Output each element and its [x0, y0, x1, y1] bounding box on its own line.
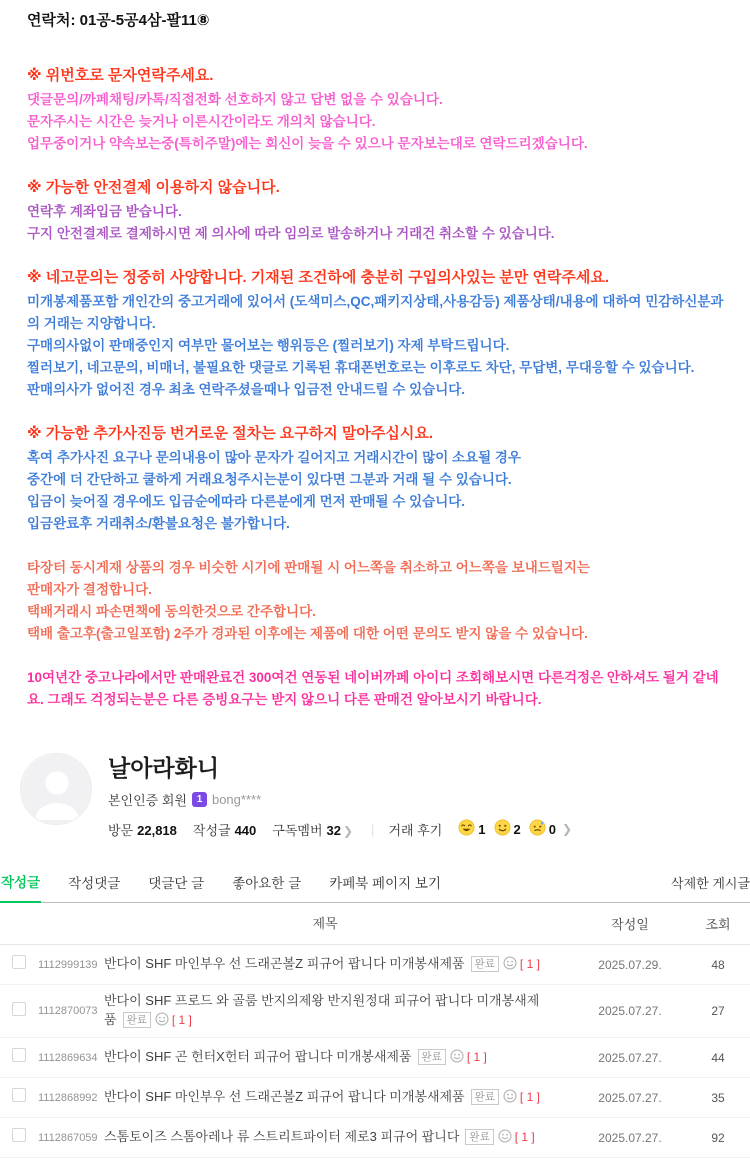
- notice-section-payment: [27, 177, 728, 245]
- post-views: 35: [711, 1090, 725, 1105]
- comment-count[interactable]: [ 1 ]: [519, 957, 540, 971]
- post-list-table: [0, 903, 750, 1158]
- status-badge: 완료: [418, 1049, 446, 1065]
- post-date: 2025.07.27.: [598, 1004, 662, 1018]
- deleted-posts-link[interactable]: 삭제한 게시글: [671, 876, 750, 891]
- member-type-label: 본인인증 회원: [108, 793, 187, 808]
- notice-section-contact-method: [27, 65, 728, 155]
- row-checkbox[interactable]: [12, 955, 26, 969]
- header-views: 조회: [705, 917, 731, 932]
- notice-line: 중간에 더 간단하고 쿨하게 거래요청주시는분이 있다면 그분과 거래 될 수 있습니다.: [27, 472, 512, 487]
- tab-liked-posts[interactable]: 좋아요한 글: [232, 876, 302, 891]
- post-title-cell: [104, 1127, 574, 1148]
- notice-section-no-negotiation: [27, 267, 728, 401]
- member-verification-line: [108, 790, 572, 809]
- post-id: 1112869634: [38, 1051, 98, 1064]
- emoticon-icon: [498, 1129, 512, 1148]
- notice-line: 찔러보기, 네고문의, 비매너, 불필요한 댓글로 기록된 휴대폰번호로는 이후로도 차단, 무답변, 무대응할 수 있습니다.: [27, 360, 695, 375]
- post-views: 44: [711, 1050, 725, 1065]
- notice-section-shipping-terms: [27, 557, 728, 645]
- status-badge: 완료: [471, 956, 499, 972]
- notice-line: 입금완료후 거래취소/환불요청은 불가합니다.: [27, 516, 290, 531]
- notice-line: 연락후 계좌입금 받습니다.: [27, 204, 182, 219]
- comment-count[interactable]: [ 1 ]: [171, 1013, 192, 1027]
- post-id: 1112999139: [38, 958, 98, 971]
- post-title-cell: [104, 954, 574, 975]
- post-date: 2025.07.27.: [598, 1090, 662, 1105]
- notice-line: 판매의사가 없어진 경우 최초 연락주셨을때나 입금전 안내드릴 수 있습니다.: [27, 382, 466, 397]
- post-title-link[interactable]: 반다이 SHF 마인부우 선 드래곤볼Z 피규어 팝니다 미개봉새제품: [104, 1089, 465, 1104]
- post-title-cell: [104, 1047, 574, 1068]
- profile-info: [108, 753, 572, 839]
- section-heading: ※ 가능한 안전결제 이용하지 않습니다.: [27, 179, 280, 196]
- status-badge: 완료: [465, 1129, 493, 1145]
- post-date: 2025.07.29.: [598, 957, 662, 972]
- chevron-right-icon: ❯: [562, 822, 573, 836]
- emoticon-icon: [503, 956, 517, 975]
- notice-line: 구매의사없이 판매중인지 여부만 물어보는 행위등은 (찔러보기) 자제 부탁드립니다.: [27, 338, 510, 353]
- notice-line: 택배거래시 파손면책에 동의한것으로 간주합니다.: [27, 604, 316, 619]
- post-views: 27: [711, 1004, 725, 1018]
- notice-line: 미개봉제품포함 개인간의 중고거래에 있어서 (도색미스,QC,패키지상태,사용감등) 제품상태/내용에 대하여 민감하신분과의 거래는 지양합니다.: [27, 294, 724, 331]
- divider: |: [371, 821, 375, 837]
- stat-posts: 작성글 440: [192, 822, 257, 838]
- comment-count[interactable]: [ 1 ]: [514, 1130, 535, 1144]
- contact-line: 연락처: 01공-5공4삼-팔11⑧: [27, 12, 210, 29]
- post-views: 92: [711, 1130, 725, 1145]
- notice-line: 타장터 동시게재 상품의 경우 비슷한 시기에 판매될 시 어느쪽을 취소하고 어느쪽을 보내드릴지는: [27, 560, 590, 575]
- post-title-link[interactable]: 반다이 SHF 마인부우 선 드래곤볼Z 피규어 팝니다 미개봉새제품: [104, 956, 465, 971]
- section-heading: ※ 네고문의는 정중히 사양합니다. 기재된 조건하에 충분히 구입의사있는 분만 연락주세요.: [27, 269, 610, 286]
- trade-reviews-label: 거래 후기: [388, 822, 443, 838]
- post-id: 1112870073: [38, 1005, 98, 1017]
- smile-sweat-emoji-icon: [529, 819, 546, 839]
- post-date: 2025.07.27.: [598, 1050, 662, 1065]
- post-date: 2025.07.27.: [598, 1130, 662, 1145]
- row-checkbox[interactable]: [12, 1128, 26, 1142]
- member-level-badge: 1: [192, 792, 207, 807]
- tab-written-posts[interactable]: 작성글: [0, 871, 41, 903]
- table-row: [0, 945, 750, 985]
- notice-line: 입금이 늦어질 경우에도 입금순에따라 다른분에게 먼저 판매될 수 있습니다.: [27, 494, 466, 509]
- emoticon-icon: [450, 1049, 464, 1068]
- notice-line: 판매자가 결정합니다.: [27, 582, 152, 597]
- table-row: [0, 985, 750, 1038]
- tab-cafebook-page[interactable]: 카페북 페이지 보기: [329, 876, 442, 891]
- comment-count[interactable]: [ 1 ]: [519, 1090, 540, 1104]
- notice-line: 업무중이거나 약속보는중(특히주말)에는 회신이 늦을 수 있으나 문자보는대로 연락드리겠습니다.: [27, 136, 588, 151]
- notice-line: 혹여 추가사진 요구나 문의내용이 많아 문자가 길어지고 거래시간이 많이 소요될 경우: [27, 450, 521, 465]
- notice-line: 택배 출고후(출고일포함) 2주가 경과된 이후에는 제품에 대한 어떤 문의도 받지 않을 수 있습니다.: [27, 626, 588, 641]
- header-title: 제목: [312, 916, 338, 931]
- review-count: 1: [478, 821, 486, 837]
- avatar[interactable]: [20, 753, 92, 825]
- profile-stats-line: [108, 819, 572, 839]
- header-date: 작성일: [611, 917, 649, 932]
- tab-written-comments[interactable]: 작성댓글: [68, 876, 121, 891]
- user-id: bong****: [211, 792, 262, 807]
- notice-line: 문자주시는 시간은 늦거나 이른시간이라도 개의치 않습니다.: [27, 114, 376, 129]
- post-title-cell: [104, 991, 574, 1031]
- stat-subscribers[interactable]: 구독멤버 32 ❯: [272, 822, 354, 838]
- person-silhouette-icon: [21, 754, 92, 825]
- table-row: [0, 1038, 750, 1078]
- tab-commented-posts[interactable]: 댓글단 글: [148, 876, 205, 891]
- notice-line: 10여년간 중고나라에서만 판매완료건 300여건 연동된 네이버까페 아이디 조회해보시면 다른걱정은 안하셔도 될거 같네요. 그래도 걱정되는분은 다른 증빙요구는 받지 않으니 다른 판매건 알아보시기 바랍니다.: [27, 670, 719, 707]
- post-title-cell: [104, 1087, 574, 1108]
- row-checkbox[interactable]: [12, 1002, 26, 1016]
- table-row: [0, 1118, 750, 1158]
- post-views: 48: [711, 957, 725, 972]
- post-id: 1112868992: [38, 1091, 98, 1104]
- smile-emoji-icon: [494, 819, 511, 839]
- review-count: 2: [513, 821, 521, 837]
- table-row: [0, 1078, 750, 1118]
- status-badge: 완료: [123, 1012, 151, 1028]
- table-header-row: [0, 903, 750, 945]
- chevron-right-icon: ❯: [342, 823, 354, 838]
- notice-line: 구지 안전결제로 결제하시면 제 의사에 따라 임의로 발송하거나 거래건 취소할 수 있습니다.: [27, 226, 555, 241]
- row-checkbox[interactable]: [12, 1088, 26, 1102]
- notice-section-no-extra-photos: [27, 423, 728, 535]
- emoticon-icon: [503, 1089, 517, 1108]
- notice-section-trust: [27, 667, 728, 711]
- status-badge: 완료: [471, 1089, 499, 1105]
- comment-count[interactable]: [ 1 ]: [466, 1050, 487, 1064]
- review-count: 0: [548, 821, 556, 837]
- profile-tabs: [0, 869, 750, 903]
- smile-laugh-emoji-icon: [458, 819, 475, 839]
- stat-visits: 방문 22,818: [108, 822, 177, 838]
- post-title-link[interactable]: 반다이 SHF 프로드 와 골룸 반지의제왕 반지원정대 피규어 팝니다 미개봉새제품: [104, 993, 540, 1027]
- notice-line: 댓글문의/까페채팅/카톡/직접전화 선호하지 않고 답변 없을 수 있습니다.: [27, 92, 443, 107]
- profile-header: [0, 711, 750, 839]
- post-id: 1112867059: [38, 1131, 98, 1144]
- section-heading: ※ 위번호로 문자연락주세요.: [27, 67, 214, 84]
- trade-reviews[interactable]: [388, 819, 572, 839]
- row-checkbox[interactable]: [12, 1048, 26, 1062]
- nickname: 날아라화니: [108, 755, 220, 781]
- section-heading: ※ 가능한 추가사진등 번거로운 절차는 요구하지 말아주십시요.: [27, 425, 434, 442]
- post-title-link[interactable]: 반다이 SHF 곤 헌터X헌터 피규어 팝니다 미개봉새제품: [104, 1049, 412, 1064]
- post-title-link[interactable]: 스톰토이즈 스톰아레나 류 스트리트파이터 제로3 피규어 팝니다: [104, 1129, 460, 1144]
- emoticon-icon: [155, 1012, 169, 1031]
